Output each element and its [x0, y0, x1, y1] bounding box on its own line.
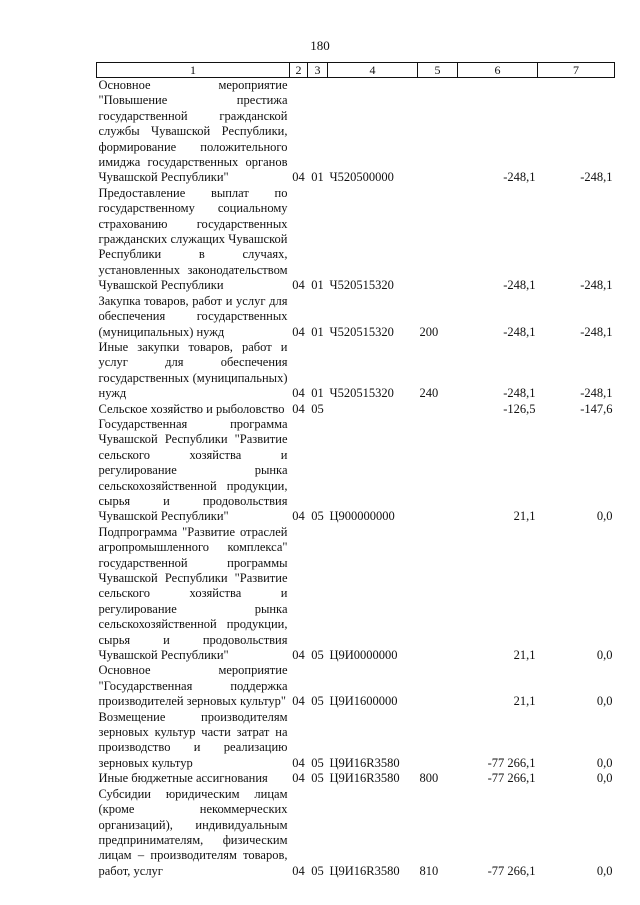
row-subsection: 01	[311, 170, 324, 185]
row-name: Государственная программа Чувашской Республики "Развитие сельского хозяйства и регулирование рынка сельскохозяйственной продукции, сырья и продовольствия Чувашской Республики"	[98, 416, 288, 524]
table-row	[97, 417, 615, 525]
row-section: 04	[292, 648, 305, 663]
row-amount-col7: -147,6	[580, 401, 613, 416]
row-expense-type: 810	[419, 863, 439, 878]
row-name: Сельское хозяйство и рыболовство	[98, 401, 285, 416]
column-header-5: 5	[418, 63, 458, 78]
row-subsection: 05	[311, 509, 324, 524]
row-name: Иные бюджетные ассигнования	[98, 771, 268, 786]
row-section: 04	[292, 386, 305, 401]
row-amount-col6: 21,1	[513, 648, 536, 663]
row-subsection: 05	[311, 694, 324, 709]
row-name: Возмещение производителям зерновых культур части затрат на производство и реализацию зерновых культур	[98, 709, 288, 770]
row-target-article: Ц9И16R3580	[329, 863, 400, 878]
row-target-article: Ц9И16R3580	[329, 771, 400, 786]
row-section: 04	[292, 755, 305, 770]
table-row	[97, 402, 615, 417]
row-section: 04	[292, 324, 305, 339]
row-amount-col7: 0,0	[596, 863, 613, 878]
table-row	[97, 771, 615, 786]
row-section: 04	[292, 771, 305, 786]
row-expense-type	[418, 663, 458, 709]
row-amount-col7: 0,0	[596, 755, 613, 770]
row-expense-type	[418, 78, 458, 186]
row-target-article: Ц900000000	[329, 509, 395, 524]
row-amount-col7: -248,1	[580, 170, 613, 185]
row-name: Предоставление выплат по государственному социальному страхованию государственных гражданских служащих Чувашской Республики в случаях, установленных законодательством Чувашской Республики	[98, 185, 288, 293]
row-target-article: Ч520515320	[329, 278, 394, 293]
row-name: Иные закупки товаров, работ и услуг для обеспечения государственных (муниципальных) нужд	[98, 339, 288, 401]
row-subsection: 05	[311, 755, 324, 770]
row-expense-type	[418, 710, 458, 772]
table-row	[97, 340, 615, 402]
table-header-row	[97, 63, 615, 78]
table-row	[97, 186, 615, 294]
row-amount-col7: -248,1	[580, 324, 613, 339]
row-expense-type	[418, 186, 458, 294]
row-expense-type	[418, 417, 458, 525]
row-name: Субсидии юридическим лицам (кроме некоммерческих организаций), индивидуальным предпринимателям, физическим лицам – производителям товаров, работ, услуг	[98, 786, 288, 878]
row-amount-col7: 0,0	[596, 648, 613, 663]
row-expense-type	[418, 402, 458, 417]
row-amount-col7: 0,0	[596, 694, 613, 709]
table-row	[97, 787, 615, 879]
row-section: 04	[292, 509, 305, 524]
row-target-article: Ц9И0000000	[329, 648, 398, 663]
row-name: Закупка товаров, работ и услуг для обеспечения государственных (муниципальных) нужд	[98, 293, 288, 339]
column-header-3: 3	[308, 63, 328, 78]
row-subsection: 01	[311, 278, 324, 293]
row-amount-col6: -248,1	[503, 386, 536, 401]
row-name: Основное мероприятие "Государственная поддержка производителей зерновых культур"	[98, 663, 288, 709]
row-target-article: Ч520515320	[329, 386, 394, 401]
row-section: 04	[292, 863, 305, 878]
page-number: 180	[310, 38, 330, 53]
row-subsection: 05	[311, 648, 324, 663]
row-amount-col6: -126,5	[503, 401, 536, 416]
row-target-article: Ц9И16R3580	[329, 755, 400, 770]
row-expense-type	[418, 525, 458, 664]
table-row	[97, 525, 615, 664]
row-amount-col6: -248,1	[503, 278, 536, 293]
row-amount-col6: 21,1	[513, 509, 536, 524]
row-name: Основное мероприятие "Повышение престижа государственной гражданской службы Чувашской Республики, формирование положительного имиджа государственных органов Чувашской Республики"	[98, 78, 288, 185]
column-header-1: 1	[97, 63, 290, 78]
row-amount-col6: 21,1	[513, 694, 536, 709]
row-subsection: 05	[311, 771, 324, 786]
row-expense-type: 240	[419, 386, 439, 401]
row-subsection: 01	[311, 324, 324, 339]
row-amount-col7: 0,0	[596, 509, 613, 524]
row-section: 04	[292, 694, 305, 709]
budget-table	[96, 62, 615, 879]
row-subsection: 05	[311, 863, 324, 878]
table-row	[97, 710, 615, 772]
table-row	[97, 78, 615, 186]
row-target-article: Ч520500000	[329, 170, 394, 185]
table-row	[97, 294, 615, 340]
row-amount-col6: -77 266,1	[487, 755, 536, 770]
column-header-4: 4	[328, 63, 418, 78]
row-amount-col7: 0,0	[596, 771, 613, 786]
column-header-6: 6	[458, 63, 538, 78]
row-amount-col7: -248,1	[580, 386, 613, 401]
row-section: 04	[292, 170, 305, 185]
row-name: Подпрограмма "Развитие отраслей агропромышленного комплекса" государственной программы Чувашской Республики "Развитие сельского хозяйства и регулирование рынка сельскохозяйственной продукции, сырья и продовольствия Чувашской Республики"	[98, 524, 288, 663]
row-amount-col6: -248,1	[503, 324, 536, 339]
row-amount-col6: -77 266,1	[487, 863, 536, 878]
row-amount-col6: -77 266,1	[487, 771, 536, 786]
row-amount-col7: -248,1	[580, 278, 613, 293]
column-header-7: 7	[538, 63, 615, 78]
row-section: 04	[292, 401, 305, 416]
column-header-2: 2	[290, 63, 308, 78]
row-target-article	[328, 402, 418, 417]
row-section: 04	[292, 278, 305, 293]
row-target-article: Ц9И1600000	[329, 694, 398, 709]
row-expense-type: 800	[419, 771, 439, 786]
row-target-article: Ч520515320	[329, 324, 394, 339]
row-expense-type: 200	[419, 324, 439, 339]
table-row	[97, 663, 615, 709]
row-subsection: 01	[311, 386, 324, 401]
row-amount-col6: -248,1	[503, 170, 536, 185]
row-subsection: 05	[311, 401, 324, 416]
